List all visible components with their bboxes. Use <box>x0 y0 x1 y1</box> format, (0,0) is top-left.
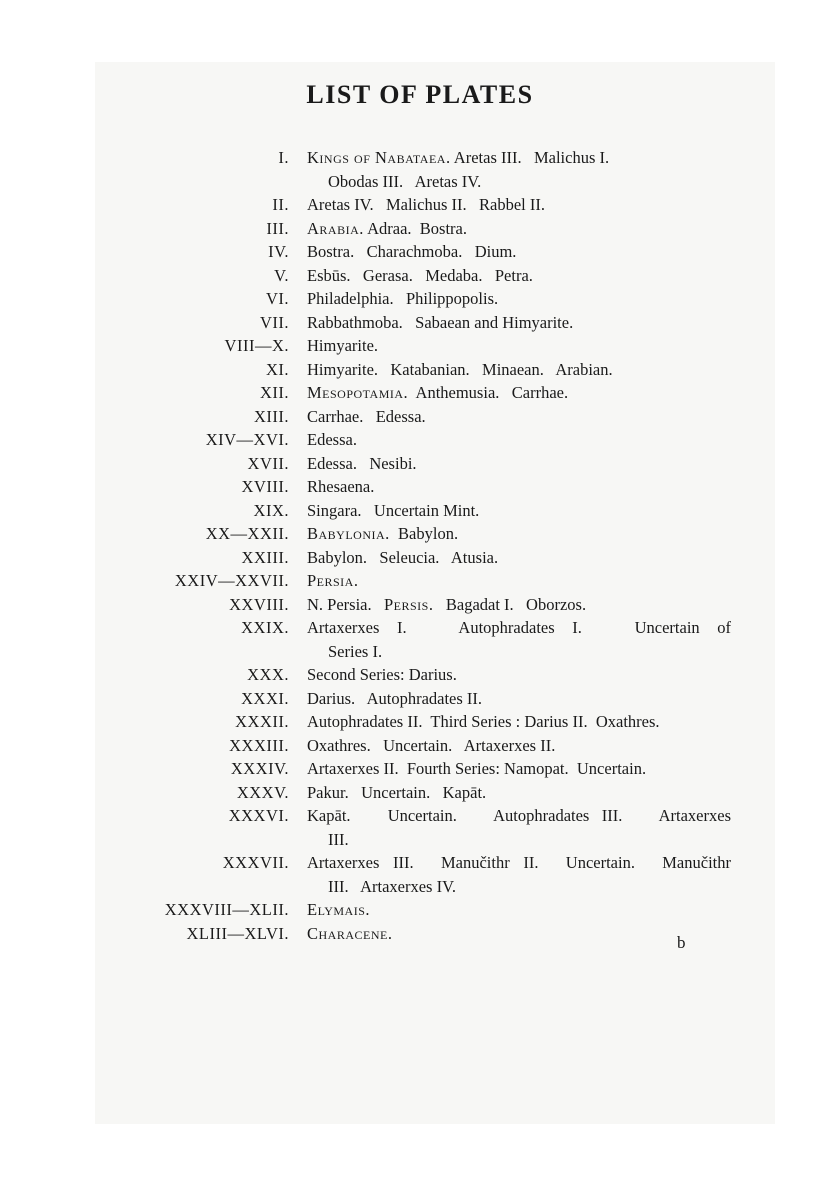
plate-entry <box>130 569 752 593</box>
plate-number: VIII—X. <box>224 336 289 355</box>
plate-entry <box>130 240 752 264</box>
plate-number: XXXVIII—XLII. <box>164 900 289 919</box>
plate-text: Artaxerxes I. Autophradates I. Uncertain of <box>307 618 731 637</box>
plate-description <box>307 381 731 405</box>
plate-description-continued: III. <box>328 829 349 849</box>
plate-number: VII. <box>259 312 289 332</box>
plate-text: Edessa. <box>307 430 357 449</box>
plate-entry <box>130 663 752 687</box>
plate-entry <box>130 922 752 946</box>
plate-entry-continuation <box>130 640 752 664</box>
plate-entry <box>130 734 752 758</box>
plate-entry-continuation <box>130 875 752 899</box>
plate-entry <box>130 710 752 734</box>
plate-number: XXXVI. <box>228 806 289 825</box>
plate-entry <box>130 217 752 241</box>
plate-description <box>307 193 731 217</box>
plate-text: Rabbathmoba. Sabaean and Himyarite. <box>307 312 574 332</box>
region-heading: Babylonia. <box>307 524 390 543</box>
plate-number: XIII. <box>253 406 289 426</box>
region-heading: Persia. <box>307 571 359 590</box>
plate-description <box>307 240 731 264</box>
plate-entry <box>130 804 752 828</box>
plate-description <box>307 217 731 241</box>
plate-number: XIV—XVI. <box>205 430 289 449</box>
plate-description-continued: III. Artaxerxes IV. <box>328 876 456 896</box>
plate-number: VI. <box>265 289 289 308</box>
plate-number: XX—XXII. <box>205 524 289 543</box>
plate-description <box>307 804 731 828</box>
plate-entry <box>130 311 752 335</box>
number-spacer <box>130 170 307 194</box>
plate-text: Second Series: Darius. <box>307 665 457 684</box>
plate-number: XIX. <box>253 500 289 520</box>
region-heading: Kings of Nabataea. <box>307 148 451 167</box>
plate-entry <box>130 522 752 546</box>
plate-entry <box>130 381 752 405</box>
plate-text: Aretas III. Malichus I. <box>450 148 610 167</box>
plate-entry <box>130 146 752 170</box>
plate-text: Oxathres. Uncertain. Artaxerxes II. <box>307 735 556 755</box>
region-heading: Characene. <box>307 923 393 943</box>
plate-description <box>307 569 731 593</box>
plate-number: III. <box>266 218 289 238</box>
plate-entry <box>130 593 752 617</box>
plate-description <box>307 851 731 875</box>
plate-entry <box>130 546 752 570</box>
plate-description <box>307 358 731 382</box>
plate-description <box>307 922 731 946</box>
plate-text: Himyarite. <box>307 336 379 355</box>
plate-text: Pakur. Uncertain. Kapāt. <box>307 782 487 802</box>
plate-entry <box>130 452 752 476</box>
plate-description <box>307 334 731 358</box>
plate-number: XII. <box>259 383 289 402</box>
plate-number: IV. <box>268 242 289 261</box>
signature-mark: b <box>677 933 686 952</box>
plate-number: XI. <box>265 359 289 379</box>
plate-description <box>307 898 731 922</box>
plate-number: II. <box>272 195 289 214</box>
plate-text: Himyarite. Katabanian. Minaean. Arabian. <box>307 359 613 379</box>
plate-text: N. Persia. <box>307 594 384 614</box>
plate-entry-continuation <box>130 170 752 194</box>
plate-entry <box>130 428 752 452</box>
region-heading: Elymais. <box>307 900 371 919</box>
plate-description <box>307 593 731 617</box>
plate-text: Darius. Autophradates II. <box>307 688 483 708</box>
region-heading: Persis. <box>384 594 434 614</box>
plate-number: XXXI. <box>241 688 289 708</box>
plate-text: Bostra. Charachmoba. Dium. <box>307 242 517 261</box>
plate-text: Artaxerxes III. Manučithr II. Uncertain. Manučithr <box>307 853 731 872</box>
plate-entry <box>130 687 752 711</box>
plate-entry <box>130 287 752 311</box>
plate-entry <box>130 616 752 640</box>
plate-description <box>307 710 731 734</box>
plate-number: XLIII—XLVI. <box>186 923 289 943</box>
plate-entry <box>130 264 752 288</box>
plate-number: XXXIII. <box>229 735 289 755</box>
plate-description <box>307 734 731 758</box>
plate-entry <box>130 781 752 805</box>
plate-description <box>307 146 731 170</box>
plate-description <box>307 428 731 452</box>
plate-number: I. <box>278 148 289 167</box>
plate-number: XXXV. <box>236 782 289 802</box>
plate-description-continued: Series I. <box>328 641 383 661</box>
number-spacer <box>130 875 307 899</box>
plate-number: XVII. <box>247 453 289 473</box>
region-heading: Mesopotamia. <box>307 383 409 402</box>
number-spacer <box>130 828 307 852</box>
plate-text: Singara. Uncertain Mint. <box>307 500 480 520</box>
plate-description <box>307 781 731 805</box>
plate-description <box>307 522 731 546</box>
plate-text: Adraa. Bostra. <box>363 218 467 238</box>
plate-description <box>307 663 731 687</box>
plate-description <box>307 287 731 311</box>
plate-entry <box>130 851 752 875</box>
plate-text: Kapāt. Uncertain. Autophradates III. Artaxerxes <box>307 806 731 825</box>
number-spacer <box>130 640 307 664</box>
plate-entry-continuation <box>130 828 752 852</box>
plate-description <box>307 475 731 499</box>
plate-number: V. <box>274 265 289 285</box>
plate-text: Aretas IV. Malichus II. Rabbel II. <box>307 195 545 214</box>
plate-text: Artaxerxes II. Fourth Series: Namopat. Uncertain. <box>307 759 647 778</box>
plate-entry <box>130 499 752 523</box>
plate-entry <box>130 334 752 358</box>
plate-text: Anthemusia. Carrhae. <box>408 383 569 402</box>
plate-description <box>307 264 731 288</box>
plate-number: XXXII. <box>235 712 289 731</box>
plate-entry <box>130 898 752 922</box>
plate-description <box>307 405 731 429</box>
plate-text: Philadelphia. Philippopolis. <box>307 289 499 308</box>
plate-description-continued: Obodas III. Aretas IV. <box>328 171 482 191</box>
plate-description <box>307 311 731 335</box>
plate-number: XXX. <box>247 665 289 684</box>
plate-entry <box>130 757 752 781</box>
plate-number: XXVIII. <box>229 594 289 614</box>
plate-text: Babylon. Seleucia. Atusia. <box>307 547 499 567</box>
plate-entry <box>130 405 752 429</box>
plate-description <box>307 687 731 711</box>
plate-text: Carrhae. Edessa. <box>307 406 426 426</box>
plate-number: XXIII. <box>241 547 289 567</box>
plate-number: XXXIV. <box>230 759 289 778</box>
plate-number: XXXVII. <box>222 853 289 872</box>
plate-description <box>307 616 731 640</box>
plate-description <box>307 452 731 476</box>
plate-text: Rhesaena. <box>307 477 375 496</box>
region-heading: Arabia. <box>307 218 364 238</box>
plate-text: Babylon. <box>389 524 459 543</box>
plate-description <box>307 546 731 570</box>
plate-text: Autophradates II. Third Series : Darius II. Oxathres. <box>307 712 660 731</box>
plate-text: Esbūs. Gerasa. Medaba. Petra. <box>307 265 533 285</box>
plate-text: Edessa. Nesibi. <box>307 453 417 473</box>
plate-entry <box>130 193 752 217</box>
plate-entry <box>130 358 752 382</box>
plate-entry <box>130 475 752 499</box>
page-title: LIST OF PLATES <box>306 80 534 109</box>
plate-description <box>307 757 731 781</box>
plate-description <box>307 499 731 523</box>
plate-number: XXIX. <box>241 618 289 637</box>
plate-text: Bagadat I. Oborzos. <box>433 594 587 614</box>
plate-number: XVIII. <box>241 477 289 496</box>
plate-number: XXIV—XXVII. <box>174 571 289 590</box>
plates-list <box>130 146 752 945</box>
